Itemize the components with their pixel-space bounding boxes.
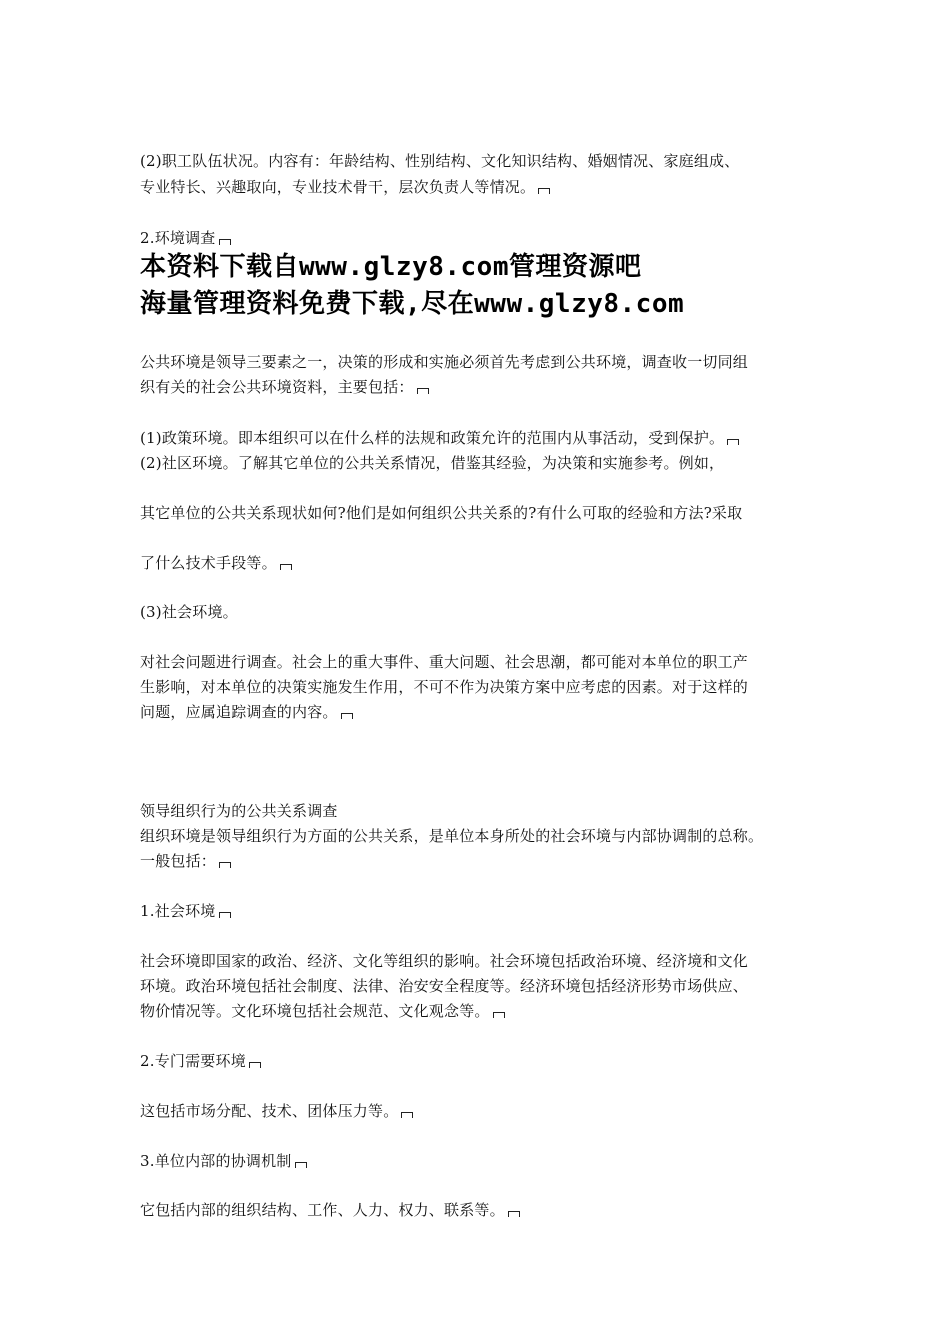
paragraph-mark-icon — [538, 188, 550, 194]
paragraph-mark-icon — [417, 388, 429, 394]
paragraph-line — [140, 503, 742, 523]
line-text: 领导组织行为的公共关系调查 — [140, 802, 338, 820]
paragraph-line — [140, 702, 353, 722]
line-text: 它包括内部的组织结构、工作、人力、权力、联系等。 — [140, 1201, 505, 1219]
line-text: (2)社区环境。了解其它单位的公共关系情况，借鉴其经验，为决策和实施参考。例如， — [140, 454, 725, 472]
line-text: 公共环境是领导三要素之一，决策的形成和实施必须首先考虑到公共环境，调查收一切同组 — [140, 353, 749, 371]
paragraph-mark-icon — [249, 1062, 261, 1068]
line-text: 对社会问题进行调查。社会上的重大事件、重大问题、社会思潮，都可能对本单位的职工产 — [140, 653, 749, 671]
paragraph-mark-icon — [295, 1162, 307, 1168]
line-text: 一般包括： — [140, 852, 217, 870]
paragraph-line — [140, 177, 550, 197]
section-heading — [140, 228, 231, 248]
line-text: 了什么技术手段等。 — [140, 554, 277, 572]
paragraph-line — [140, 453, 724, 473]
line-text: 问题，应属追踪调查的内容。 — [140, 703, 338, 721]
line-text: (2)职工队伍状况。内容有：年龄结构、性别结构、文化知识结构、婚姻情况、家庭组成、 — [140, 152, 740, 170]
line-text: 3.单位内部的协调机制 — [140, 1152, 292, 1170]
paragraph-line — [140, 151, 739, 171]
watermark-banner-line-1: 本资料下载自www.glzy8.com管理资源吧 — [140, 252, 642, 282]
paragraph-line — [140, 951, 748, 971]
section-heading — [140, 1151, 307, 1171]
section-heading — [140, 801, 338, 821]
section-heading — [140, 901, 231, 921]
paragraph-mark-icon — [493, 1012, 505, 1018]
paragraph-line — [140, 1001, 505, 1021]
line-text: 织有关的社会公共环境资料，主要包括： — [140, 378, 414, 396]
paragraph-mark-icon — [219, 912, 231, 918]
paragraph-line — [140, 352, 748, 372]
line-text: (1)政策环境。即本组织可以在什么样的法规和政策允许的范围内从事活动，受到保护。 — [140, 429, 725, 447]
paragraph-line — [140, 652, 748, 672]
paragraph-mark-icon — [219, 239, 231, 245]
paragraph-mark-icon — [280, 564, 292, 570]
line-text: 社会环境即国家的政治、经济、文化等组织的影响。社会环境包括政治环境、经济境和文化 — [140, 952, 749, 970]
line-text: 1.社会环境 — [140, 902, 216, 920]
paragraph-mark-icon — [219, 862, 231, 868]
paragraph-line — [140, 1101, 413, 1121]
line-text: 2.环境调查 — [140, 229, 216, 247]
line-text: (3)社会环境。 — [140, 603, 238, 621]
paragraph-line — [140, 553, 292, 573]
watermark-banner-line-2: 海量管理资料免费下载,尽在www.glzy8.com — [140, 289, 685, 319]
line-text: 组织环境是领导组织行为方面的公共关系，是单位本身所处的社会环境与内部协调制的总称。 — [140, 827, 764, 845]
paragraph-line — [140, 377, 429, 397]
paragraph-line — [140, 602, 238, 622]
paragraph-line — [140, 677, 748, 697]
paragraph-mark-icon — [508, 1211, 520, 1217]
line-text: 2.专门需要环境 — [140, 1052, 246, 1070]
paragraph-mark-icon — [401, 1112, 413, 1118]
line-text: 其它单位的公共关系现状如何?他们是如何组织公共关系的?有什么可取的经验和方法?采取 — [140, 504, 743, 522]
paragraph-mark-icon — [341, 713, 353, 719]
paragraph-mark-icon — [727, 439, 739, 445]
paragraph-line — [140, 1200, 520, 1220]
paragraph-line — [140, 826, 763, 846]
line-text: 专业特长、兴趣取向，专业技术骨干，层次负责人等情况。 — [140, 178, 536, 196]
line-text: 这包括市场分配、技术、团体压力等。 — [140, 1102, 399, 1120]
line-text: 环境。政治环境包括社会制度、法律、治安安全程度等。经济环境包括经济形势市场供应、 — [140, 977, 749, 995]
line-text: 物价情况等。文化环境包括社会规范、文化观念等。 — [140, 1002, 490, 1020]
paragraph-line — [140, 976, 748, 996]
paragraph-line — [140, 428, 739, 448]
section-heading — [140, 1051, 261, 1071]
paragraph-line — [140, 851, 231, 871]
line-text: 生影响，对本单位的决策实施发生作用，不可不作为决策方案中应考虑的因素。对于这样的 — [140, 678, 749, 696]
